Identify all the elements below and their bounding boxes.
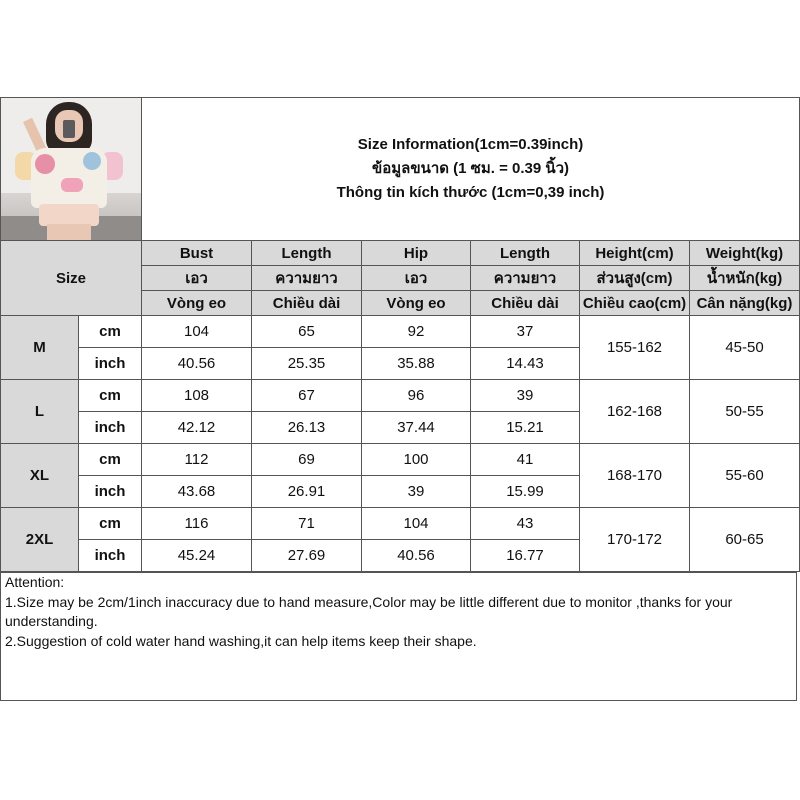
col-header-vi: Chiều dài bbox=[252, 291, 362, 316]
unit-label: inch bbox=[79, 540, 142, 572]
attention-notes bbox=[0, 572, 797, 701]
pants-length-cm: 43 bbox=[471, 508, 580, 540]
pants-length-inch: 15.21 bbox=[471, 412, 580, 444]
height-range: 170-172 bbox=[580, 508, 690, 572]
bust-inch: 45.24 bbox=[142, 540, 252, 572]
unit-label: inch bbox=[79, 348, 142, 380]
unit-label: cm bbox=[79, 508, 142, 540]
title-vi: Thông tin kích thước (1cm=0,39 inch) bbox=[336, 184, 605, 201]
bust-inch: 43.68 bbox=[142, 476, 252, 508]
pants-length-cm: 41 bbox=[471, 444, 580, 476]
col-header-en: Bust bbox=[142, 241, 252, 266]
hip-inch: 39 bbox=[362, 476, 471, 508]
table-row bbox=[1, 316, 800, 348]
bust-cm: 108 bbox=[142, 380, 252, 412]
col-header-vi: Chiều cao(cm) bbox=[580, 291, 690, 316]
length-cm: 65 bbox=[252, 316, 362, 348]
length-cm: 71 bbox=[252, 508, 362, 540]
col-header-th: ความยาว bbox=[252, 266, 362, 291]
height-range: 168-170 bbox=[580, 444, 690, 508]
pants-length-inch: 16.77 bbox=[471, 540, 580, 572]
size-header: Size bbox=[1, 241, 142, 316]
length-inch: 26.13 bbox=[252, 412, 362, 444]
weight-range: 60-65 bbox=[690, 508, 800, 572]
hip-inch: 35.88 bbox=[362, 348, 471, 380]
col-header-th: ส่วนสูง(cm) bbox=[580, 266, 690, 291]
header-row-en bbox=[1, 241, 800, 266]
unit-label: cm bbox=[79, 380, 142, 412]
bust-cm: 104 bbox=[142, 316, 252, 348]
table-row bbox=[1, 508, 800, 540]
attention-note-2: 2.Suggestion of cold water hand washing,it can help items keep their shape. bbox=[5, 632, 477, 649]
pants-length-inch: 14.43 bbox=[471, 348, 580, 380]
col-header-vi: Vòng eo bbox=[362, 291, 471, 316]
col-header-en: Hip bbox=[362, 241, 471, 266]
size-table bbox=[0, 97, 800, 572]
bust-inch: 40.56 bbox=[142, 348, 252, 380]
bust-cm: 112 bbox=[142, 444, 252, 476]
pants-length-inch: 15.99 bbox=[471, 476, 580, 508]
pants-length-cm: 37 bbox=[471, 316, 580, 348]
col-header-vi: Cân nặng(kg) bbox=[690, 291, 800, 316]
product-photo bbox=[1, 98, 142, 241]
size-chart bbox=[0, 97, 799, 703]
size-label: XL bbox=[1, 444, 79, 508]
length-cm: 67 bbox=[252, 380, 362, 412]
col-header-th: เอว bbox=[362, 266, 471, 291]
bust-inch: 42.12 bbox=[142, 412, 252, 444]
bust-cm: 116 bbox=[142, 508, 252, 540]
table-row bbox=[1, 380, 800, 412]
unit-label: cm bbox=[79, 444, 142, 476]
length-inch: 25.35 bbox=[252, 348, 362, 380]
size-label: L bbox=[1, 380, 79, 444]
title-row bbox=[1, 98, 800, 241]
weight-range: 55-60 bbox=[690, 444, 800, 508]
size-label: 2XL bbox=[1, 508, 79, 572]
col-header-vi: Vòng eo bbox=[142, 291, 252, 316]
weight-range: 50-55 bbox=[690, 380, 800, 444]
product-photo-image bbox=[1, 98, 141, 240]
attention-heading: Attention: bbox=[5, 574, 65, 590]
weight-range: 45-50 bbox=[690, 316, 800, 380]
height-range: 155-162 bbox=[580, 316, 690, 380]
size-label: M bbox=[1, 316, 79, 380]
title-en: Size Information(1cm=0.39inch) bbox=[357, 136, 584, 153]
title-th: ข้อมูลขนาด (1 ซม. = 0.39 นิ้ว) bbox=[371, 160, 570, 177]
unit-label: inch bbox=[79, 476, 142, 508]
unit-label: cm bbox=[79, 316, 142, 348]
col-header-vi: Chiều dài bbox=[471, 291, 580, 316]
col-header-th: เอว bbox=[142, 266, 252, 291]
col-header-th: ความยาว bbox=[471, 266, 580, 291]
table-row bbox=[1, 444, 800, 476]
col-header-en: Length bbox=[471, 241, 580, 266]
hip-cm: 92 bbox=[362, 316, 471, 348]
hip-cm: 104 bbox=[362, 508, 471, 540]
length-inch: 26.91 bbox=[252, 476, 362, 508]
length-cm: 69 bbox=[252, 444, 362, 476]
length-inch: 27.69 bbox=[252, 540, 362, 572]
hip-inch: 40.56 bbox=[362, 540, 471, 572]
unit-label: inch bbox=[79, 412, 142, 444]
col-header-th: น้ำหนัก(kg) bbox=[690, 266, 800, 291]
hip-cm: 96 bbox=[362, 380, 471, 412]
hip-inch: 37.44 bbox=[362, 412, 471, 444]
col-header-en: Height(cm) bbox=[580, 241, 690, 266]
col-header-en: Length bbox=[252, 241, 362, 266]
hip-cm: 100 bbox=[362, 444, 471, 476]
col-header-en: Weight(kg) bbox=[690, 241, 800, 266]
attention-note-1: 1.Size may be 2cm/1inch inaccuracy due to hand measure,Color may be little different due to monitor ,thanks for your understanding. bbox=[5, 593, 733, 629]
size-information-title bbox=[142, 98, 800, 241]
height-range: 162-168 bbox=[580, 380, 690, 444]
pants-length-cm: 39 bbox=[471, 380, 580, 412]
